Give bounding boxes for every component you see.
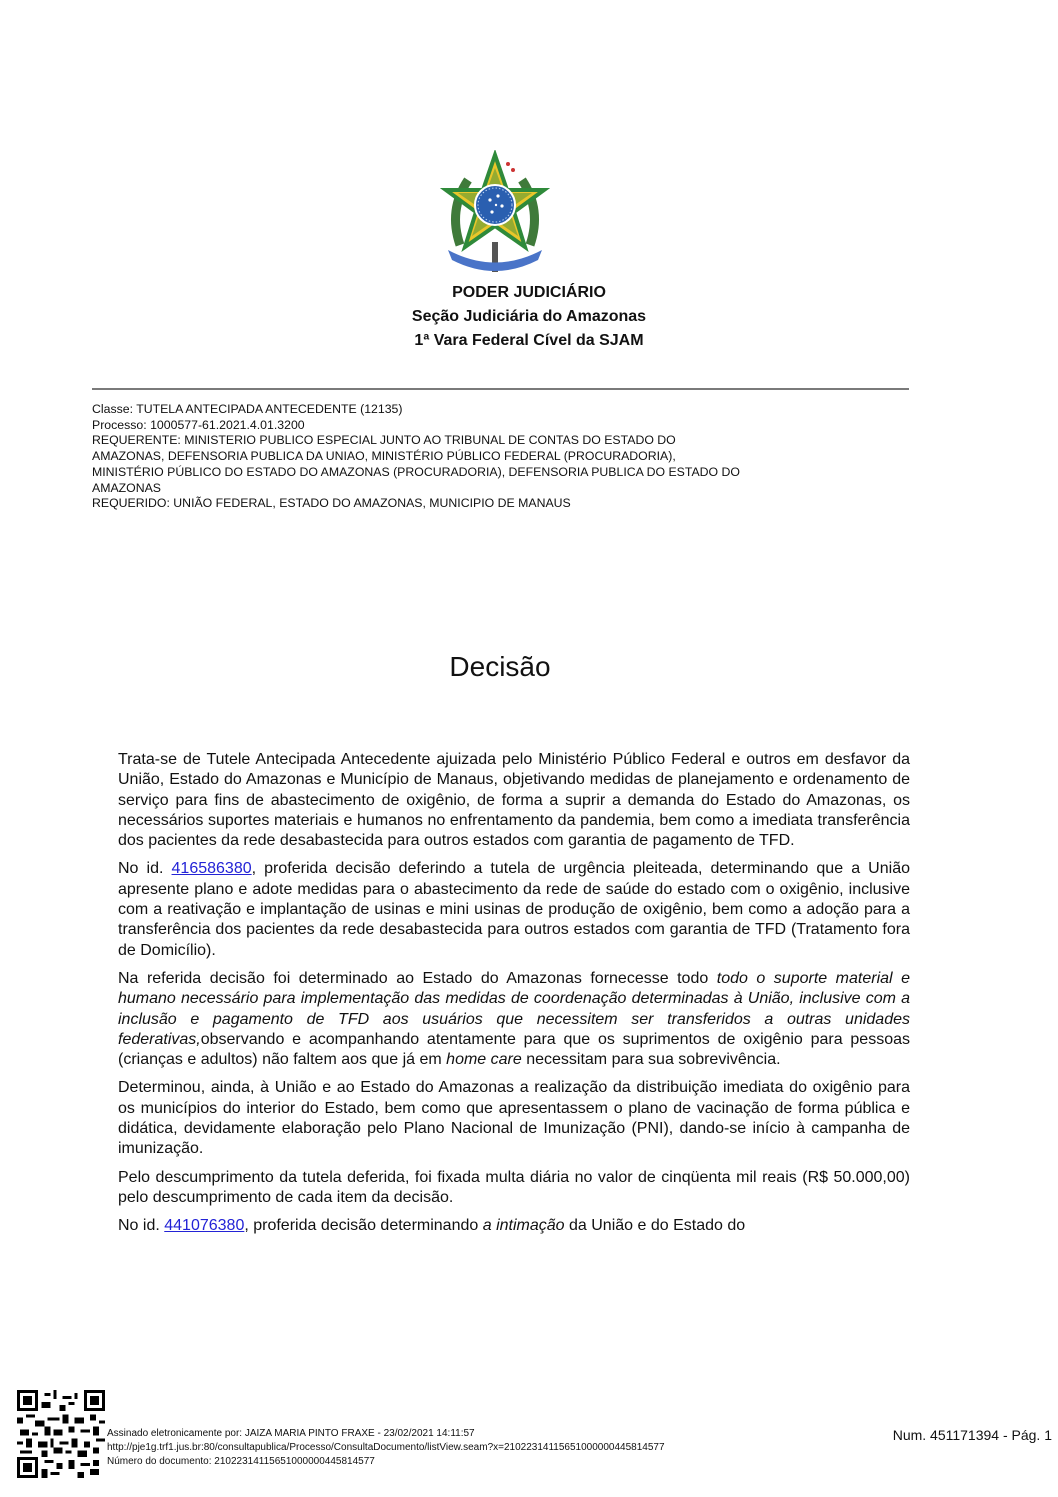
paragraph-text: No id. xyxy=(118,1217,165,1235)
header-line-1: PODER JUDICIÁRIO xyxy=(452,284,606,301)
court-header xyxy=(0,281,1058,353)
case-requerente-line: AMAZONAS xyxy=(92,480,162,495)
case-requerente-line: MINISTÉRIO PÚBLICO DO ESTADO DO AMAZONAS (PROCURADORIA), DEFENSORIA PUBLICA DO ESTADO DO xyxy=(92,464,740,479)
case-requerido: REQUERIDO: UNIÃO FEDERAL, ESTADO DO AMAZONAS, MUNICIPIO DE MANAUS xyxy=(92,496,571,511)
paragraph-text: , proferida decisão deferindo a tutela de urgência pleiteada, determinando que a União apresente plano e adote medidas para o abastecimento da rede de saúde do estado com o oxigênio, inclusive com a reativação e implantação de usinas e mini usinas de produção de oxigênio, bem como a adoção para a transferência dos pacientes da rede desabastecida para outros estados com garantia de TFD (Tratamento fora de Domicílio). xyxy=(118,860,910,959)
paragraph-text: necessitam para sua sobrevivência. xyxy=(521,1051,781,1069)
header-divider xyxy=(92,388,909,390)
case-metadata xyxy=(92,402,922,512)
header-line-2: Seção Judiciária do Amazonas xyxy=(411,308,647,325)
signed-by: Assinado eletronicamente por: JAIZA MARIA PINTO FRAXE - 23/02/2021 14:11:57 xyxy=(107,1428,475,1439)
document-id-link[interactable]: 441076380 xyxy=(164,1217,245,1235)
qr-code-icon xyxy=(17,1390,105,1478)
decision-body xyxy=(118,750,910,1245)
paragraph-text: da União e do Estado do xyxy=(564,1217,746,1235)
coat-of-arms-icon xyxy=(440,150,550,275)
case-requerente-line: AMAZONAS, DEFENSORIA PUBLICA DA UNIAO, MINISTÉRIO PÚBLICO FEDERAL (PROCURADORIA), xyxy=(92,449,676,464)
paragraph-text: , proferida decisão determinando xyxy=(244,1217,483,1235)
document-title: Decisão xyxy=(449,651,551,682)
paragraph xyxy=(118,1216,910,1236)
paragraph-text: observando e acompanhando atentamente para que os suprimentos de oxigênio para pessoas (crianças e adultos) não faltem aos que já em xyxy=(118,1030,910,1069)
paragraph: Trata-se de Tutele Antecipada Antecedente ajuizada pelo Ministério Público Federal e outros em desfavor da União, Estado do Amazonas e Município de Manaus, objetivando medidas de planejamento e ordenamento de serviço para fins de abastecimento de oxigênio, de forma a suprir a demanda do Estado do Amazonas, os necessários suportes materiais e humanos no enfrentamento da pandemia, bem como a imediata transferência dos pacientes da rede desabastecida para outros estados com garantia de pagamento de TFD. xyxy=(118,751,910,850)
document-id-link[interactable]: 416586380 xyxy=(171,860,252,878)
paragraph: Determinou, ainda, à União e ao Estado do Amazonas a realização da distribuição imediata do oxigênio para os municípios do interior do Estado, bem como que apresentassem o plano de vacinação de forma pública e didática, devidamente elaboração pelo Plano Nacional de Imunização (PNI), dando-se início à campanha de imunização. xyxy=(118,1079,910,1158)
case-process-number: Processo: 1000577-61.2021.4.01.3200 xyxy=(92,417,305,432)
document-number: Número do documento: 21022314115651000000445814577 xyxy=(107,1456,375,1468)
case-class: Classe: TUTELA ANTECIPADA ANTECEDENTE (12135) xyxy=(92,402,403,416)
signature-info xyxy=(107,1427,665,1470)
paragraph-italic-text: todo o suporte material e humano necessário para implementação das medidas de coordenação determinadas à União, inclusive com a inclusão e pagamento de TFD aos usuários que necessitem ser transferidos a outras unidades federativas, xyxy=(118,969,910,1048)
paragraph: Pelo descumprimento da tutela deferida, foi fixada multa diária no valor de cinqüenta mil reais (R$ 50.000,00) pelo descumprimento de cada item da decisão. xyxy=(118,1168,910,1206)
paragraph xyxy=(118,859,910,960)
paragraph-text: No id. xyxy=(118,860,172,878)
verification-url[interactable]: http://pje1g.trf1.jus.br:80/consultapublica/Processo/ConsultaDocumento/listView.seam?x=21022314115651000000445814577 xyxy=(107,1442,665,1454)
case-requerente-line: REQUERENTE: MINISTERIO PUBLICO ESPECIAL JUNTO AO TRIBUNAL DE CONTAS DO ESTADO DO xyxy=(92,433,676,448)
paragraph-italic-text: a intimação xyxy=(482,1217,565,1235)
paragraph-text: Na referida decisão foi determinado ao Estado do Amazonas fornecesse todo xyxy=(118,969,717,987)
header-line-3: 1ª Vara Federal Cível da SJAM xyxy=(414,332,644,349)
paragraph xyxy=(118,969,910,1070)
page-number: Num. 451171394 - Pág. 1 xyxy=(892,1427,1052,1443)
paragraph-italic-text: home care xyxy=(446,1051,522,1069)
